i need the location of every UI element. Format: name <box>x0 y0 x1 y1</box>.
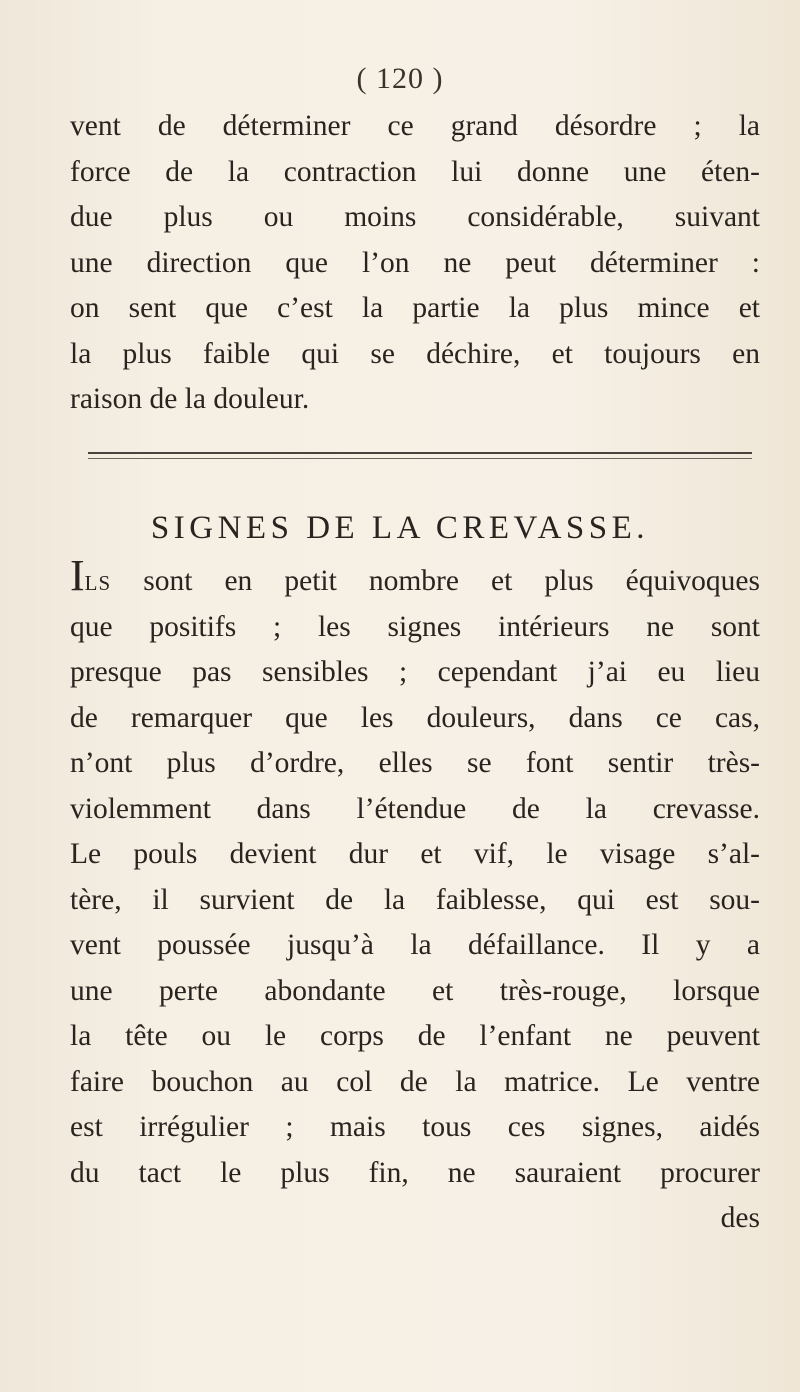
text-line: une perte abondante et très-rouge, lorsque <box>70 974 760 1007</box>
text-line: vent de déterminer ce grand désordre ; la <box>70 110 760 142</box>
section-divider-thin <box>88 458 752 459</box>
drop-cap: I <box>70 551 85 600</box>
text-line: faire bouchon au col de la matrice. Le ventre <box>70 1065 760 1098</box>
text-line-first <box>70 551 760 605</box>
text-line: due plus ou moins considérable, suivant <box>70 201 760 233</box>
page-number: ( 120 ) <box>356 62 444 95</box>
section-divider-thick <box>88 452 752 454</box>
text-line: vent poussée jusqu’à la défaillance. Il y a <box>70 929 760 961</box>
text-line: violemment dans l’étendue de la crevasse. <box>70 792 760 825</box>
text-line: une direction que l’on ne peut déterminer : <box>70 246 760 279</box>
first-line-rest: sont en petit nombre et plus équivoques <box>111 565 760 597</box>
text-line: tère, il survient de la faiblesse, qui est sou- <box>70 883 760 916</box>
text-line: de remarquer que les douleurs, dans ce cas, <box>70 701 760 734</box>
text-line: du tact le plus fin, ne sauraient procurer <box>70 1156 760 1189</box>
text-line: Le pouls devient dur et vif, le visage s’al- <box>70 838 760 870</box>
section-heading: SIGNES DE LA CREVASSE. <box>150 510 650 546</box>
text-line: n’ont plus d’ordre, elles se font sentir très- <box>70 747 760 779</box>
paragraph-1 <box>70 104 760 423</box>
text-line: la plus faible qui se déchire, et toujours en <box>70 337 760 370</box>
text-line: raison de la douleur. <box>70 383 310 415</box>
text-line: presque pas sensibles ; cependant j’ai eu lieu <box>70 656 760 688</box>
first-word-small-caps: ls <box>84 565 112 597</box>
text-line: on sent que c’est la partie la plus mince et <box>70 292 760 324</box>
text-line: que positifs ; les signes intérieurs ne sont <box>70 610 760 643</box>
catchword: des <box>720 1202 760 1234</box>
text-line: est irrégulier ; mais tous ces signes, aidés <box>70 1111 760 1143</box>
text-line: la tête ou le corps de l’enfant ne peuvent <box>70 1020 760 1052</box>
text-line: force de la contraction lui donne une éten- <box>70 155 760 188</box>
paragraph-2 <box>70 551 760 1242</box>
